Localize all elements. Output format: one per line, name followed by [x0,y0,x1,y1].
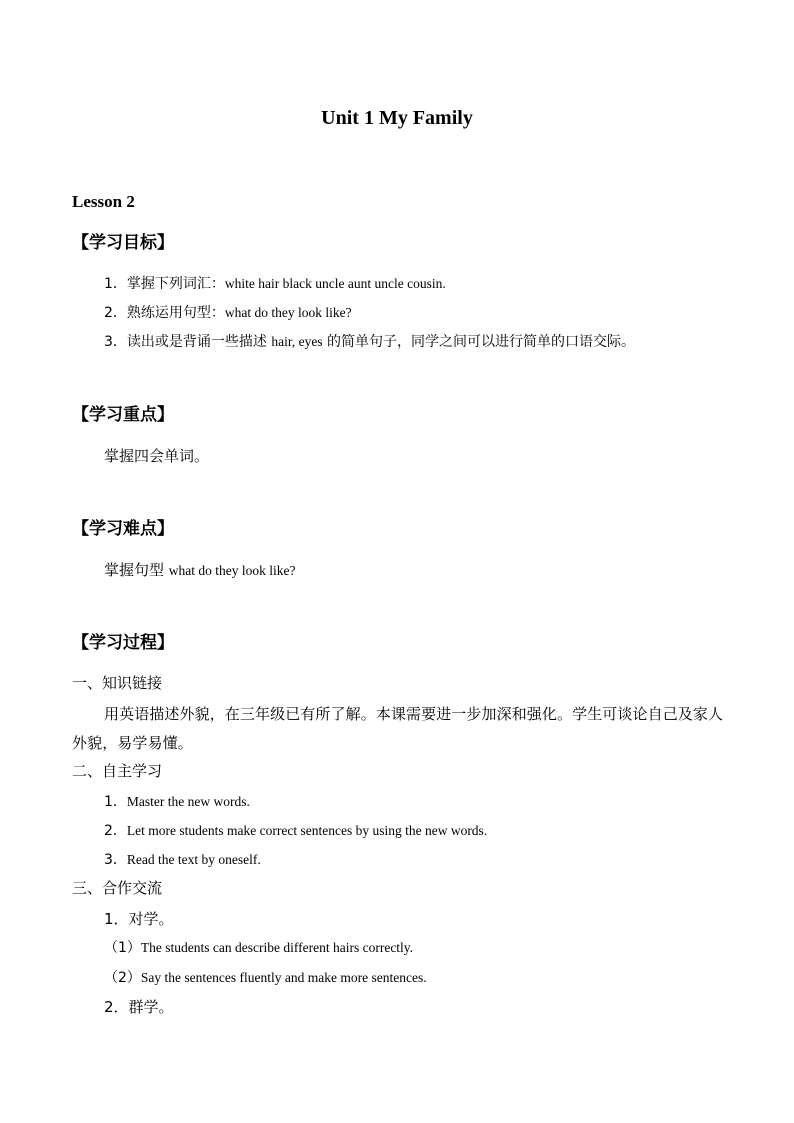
item-number: 2． [104,998,129,1016]
subitem-text: The students can describe different hairs correctly. [140,940,414,955]
item-number: 3． [104,852,127,868]
lesson-label: Lesson 2 [72,192,135,211]
self-study-item-2 [104,824,487,838]
goal-number: 1． [104,276,127,292]
subitem-text: Say the sentences fluently and make more sentences. [140,970,427,985]
item-text: 对学。 [128,910,174,928]
item-text: Let more students make correct sentences by using the new words. [126,823,488,838]
goal-text-en: hair, eyes [271,334,323,349]
goal-item-2 [104,306,352,320]
self-study-item-3 [104,853,261,867]
goal-text-zh-2: 的简单句子，同学之间可以进行简单的口语交际。 [322,334,636,350]
item-number: 1． [104,910,129,928]
difficulty-text-en: what do they look like? [168,563,296,578]
goal-text-zh: 读出或是背诵一些描述 [126,334,272,350]
difficulty-heading: 【学习难点】 [72,519,174,539]
item-text: Read the text by oneself. [126,852,261,867]
goal-text-zh: 掌握下列词汇： [126,276,225,292]
document-title: Unit 1 My Family [321,107,473,129]
goal-text-zh: 熟练运用句型： [126,305,225,321]
focus-text: 掌握四会单词。 [104,447,210,465]
section-1-title: 一、知识链接 [72,674,163,692]
cooperation-subitem-1 [104,941,413,955]
subitem-number: （1） [104,940,141,956]
section-2-title: 二、自主学习 [72,762,163,780]
goals-heading: 【学习目标】 [72,233,174,253]
section-1-paragraph: 用英语描述外貌，在三年级已有所了解。本课需要进一步加深和强化。学生可谈论自己及家人外貌，易学易懂。 [72,705,724,752]
goal-text-en: what do they look like? [224,305,352,320]
goal-item-1 [104,277,446,291]
item-text: Master the new words. [126,794,250,809]
goal-number: 2． [104,305,127,321]
item-number: 2． [104,823,127,839]
self-study-item-1 [104,795,250,809]
section-3-title: 三、合作交流 [72,879,163,897]
difficulty-text [104,563,296,578]
item-number: 1． [104,794,127,810]
subitem-number: （2） [104,970,141,986]
cooperation-item-2 [104,1000,174,1015]
goal-number: 3． [104,334,127,350]
cooperation-subitem-2 [104,971,427,985]
difficulty-text-zh: 掌握句型 [104,561,169,579]
focus-heading: 【学习重点】 [72,405,174,425]
cooperation-item-1 [104,912,174,927]
goal-item-3 [104,335,635,349]
goal-text-en: white hair black uncle aunt uncle cousin. [224,276,446,291]
process-heading: 【学习过程】 [72,633,174,653]
item-text: 群学。 [128,998,174,1016]
